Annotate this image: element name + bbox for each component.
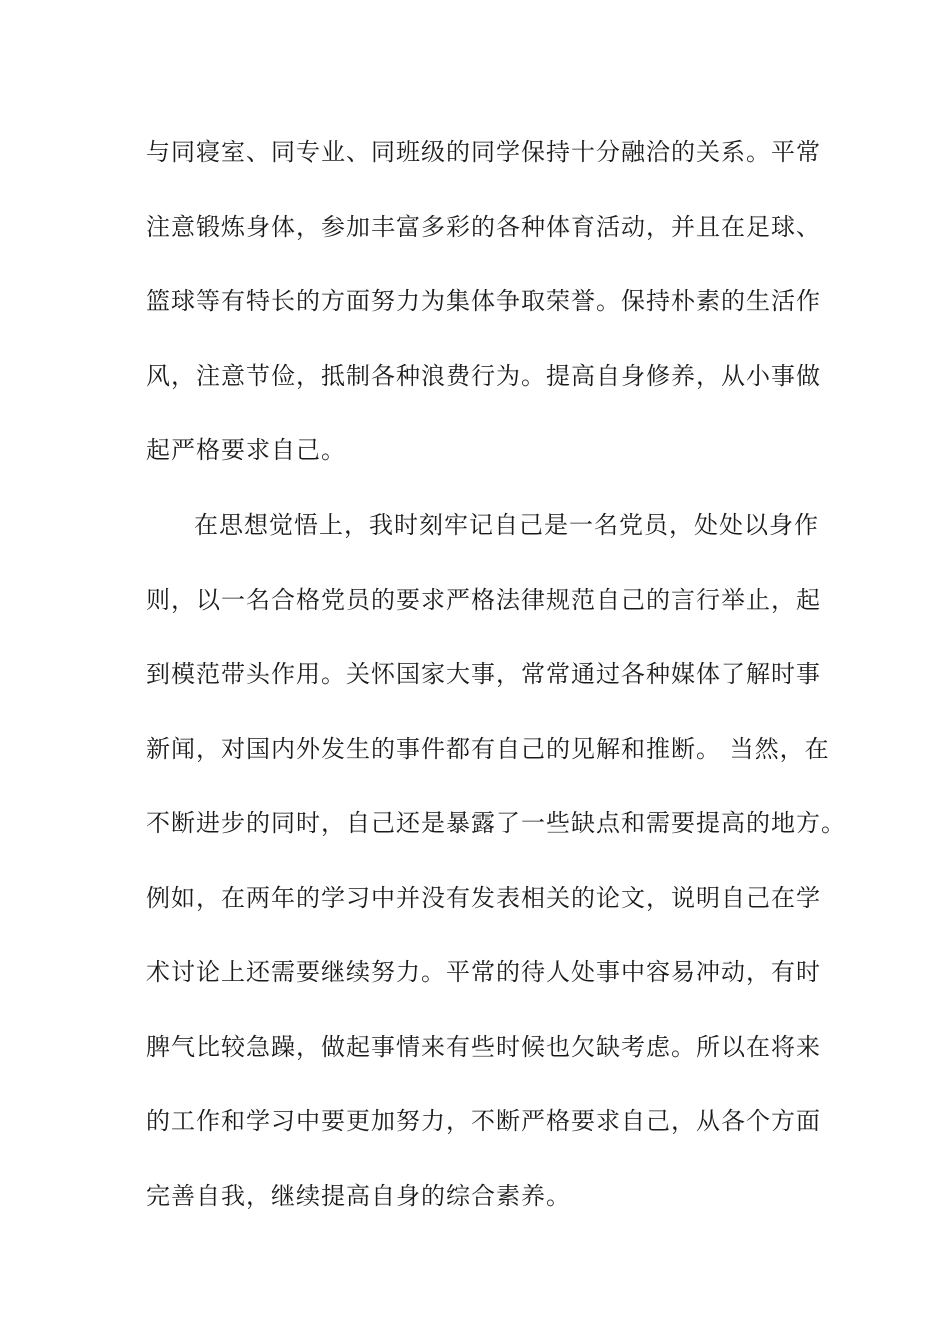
text-line: 起严格要求自己。 bbox=[146, 436, 346, 464]
text-line: 与同寝室、同专业、同班级的同学保持十分融洽的关系。平常 bbox=[146, 138, 821, 166]
text-line: 则，以一名合格党员的要求严格法律规范自己的言行举止，起 bbox=[146, 586, 821, 614]
text-line: 的工作和学习中要更加努力，不断严格要求自己，从各个方面 bbox=[146, 1107, 821, 1135]
text-line: 术讨论上还需要继续努力。平常的待人处事中容易冲动，有时 bbox=[146, 958, 821, 986]
text-line: 篮球等有特长的方面努力为集体争取荣誉。保持朴素的生活作 bbox=[146, 287, 821, 315]
paragraph-first-line: 在思想觉悟上，我时刻牢记自己是一名党员，处处以身作 bbox=[194, 511, 819, 539]
text-line: 风，注意节俭，抵制各种浪费行为。提高自身修养，从小事做 bbox=[146, 362, 821, 390]
text-line: 到模范带头作用。关怀国家大事，常常通过各种媒体了解时事 bbox=[146, 660, 821, 688]
text-line: 注意锻炼身体，参加丰富多彩的各种体育活动，并且在足球、 bbox=[146, 213, 821, 241]
text-line: 脾气比较急躁，做起事情来有些时候也欠缺考虑。所以在将来 bbox=[146, 1033, 821, 1061]
text-line: 完善自我，继续提高自身的综合素养。 bbox=[146, 1182, 571, 1210]
text-line: 例如，在两年的学习中并没有发表相关的论文，说明自己在学 bbox=[146, 884, 821, 912]
text-line: 不断进步的同时，自己还是暴露了一些缺点和需要提高的地方。 bbox=[146, 809, 846, 837]
text-line: 新闻，对国内外发生的事件都有自己的见解和推断。 当然，在 bbox=[146, 735, 830, 763]
